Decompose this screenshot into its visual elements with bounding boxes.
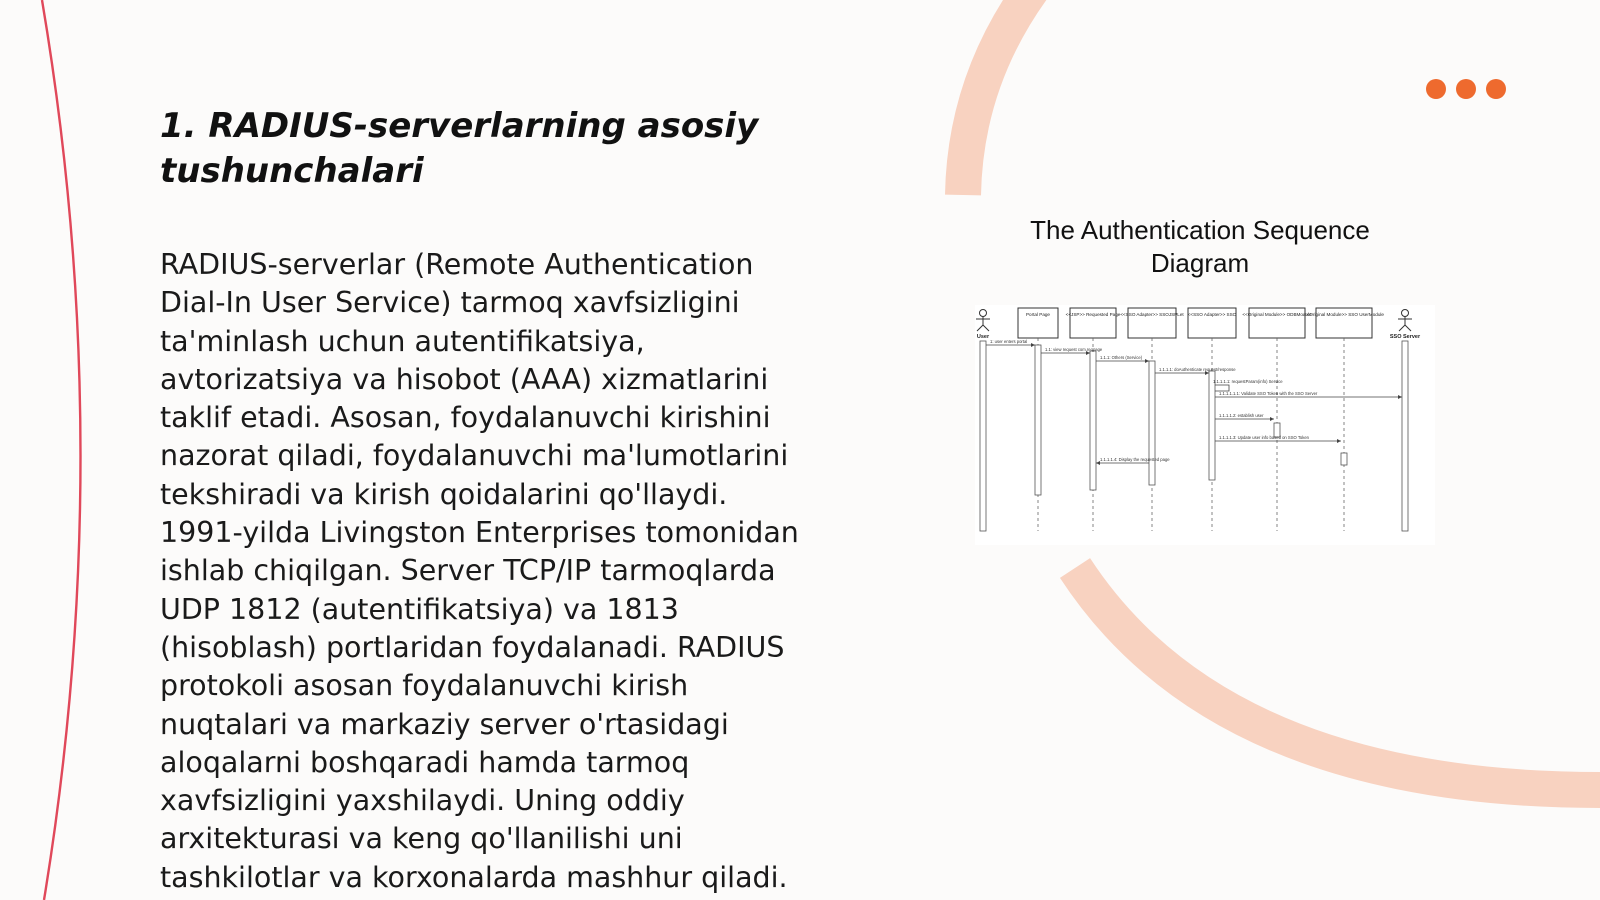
dot xyxy=(1426,79,1446,99)
participant-label: SSO Server xyxy=(1389,334,1421,340)
activation-bar xyxy=(1209,371,1215,480)
arrow-head xyxy=(1337,439,1341,443)
left-curve xyxy=(42,0,81,900)
participant-label: <<SSO Adapter>> SSO xyxy=(1187,312,1237,317)
message-label: 1.1: view request com.reqpage xyxy=(1045,347,1103,352)
arrow-head xyxy=(1031,343,1035,347)
stick-figure-icon xyxy=(980,310,987,317)
arrow-head xyxy=(1398,395,1402,399)
activation-bar xyxy=(1402,341,1408,531)
participant-label: User xyxy=(976,334,990,340)
dot xyxy=(1486,79,1506,99)
actor-leg xyxy=(977,325,983,331)
activation-bar xyxy=(980,341,986,531)
message-label: 1.1.1.1.2: establish user xyxy=(1219,413,1264,418)
actor-leg xyxy=(1405,325,1411,331)
message-label: 1.1.1.1.3: Update user info based on SSO Token xyxy=(1219,435,1310,440)
slide-title: 1. RADIUS-serverlarning asosiy tushunchalari xyxy=(160,106,759,191)
message-label: 1.1.1.1: doAuthenticate request/response xyxy=(1159,367,1236,372)
actor-leg xyxy=(1399,325,1405,331)
arc-top xyxy=(963,0,1035,195)
activation-bar xyxy=(1149,361,1155,485)
sequence-diagram-image xyxy=(975,305,1435,545)
activation-bar xyxy=(1035,345,1041,495)
diagram-title: The Authentication Sequence Diagram xyxy=(1030,215,1370,278)
arrow-head xyxy=(1145,359,1149,363)
arrow-head xyxy=(1270,417,1274,421)
slide-body-text: RADIUS-serverlar (Remote Authentication Dial-In User Service) tarmoq xavfsizligini ta'minlash uchun autentifikatsiya, avtorizatsiya va hisobot (AAA) xizmatlarini taklif etadi. Asosan, foydalanuvchi kirishini nazorat qiladi, foydalanuvchi ma'lumotlarini tekshiradi va kirish qoidalarini qo'llaydi. 1991-yilda Livingston Enterprises tomonidan ishlab chiqilgan. Server TCP/IP tarmoqlarda UDP 1812 (autentifikatsiya) va 1813 (hisoblash) portlaridan foydalanadi. RADIUS protokoli asosan foydalanuvchi kirish nuqtalari va markaziy server o'rtasidagi aloqalarni boshqaradi hamda tarmoq xavfsizligini yaxshilaydi. Uning oddiy arxitekturasi va keng qo'llanilishi uni tashkilotlar va korxonalarda mashhur qiladi. xyxy=(160,248,799,894)
message-label: 1.1.1.1.1: requestParam(info) Service xyxy=(1213,379,1283,384)
participant-label: <<Original Module>> ODBModule xyxy=(1242,312,1312,317)
dot xyxy=(1456,79,1476,99)
participant-label: <<Original Module>> SSO UserModule xyxy=(1304,312,1384,317)
stick-figure-icon xyxy=(1402,310,1409,317)
message-label: 1.1.1.1.4: Display the requested page xyxy=(1100,457,1170,462)
three-dots-icon xyxy=(1426,79,1506,99)
participant-label: <<SSO Adapter>> SSOJSPLet xyxy=(1120,312,1184,317)
arc-bottom xyxy=(1075,568,1600,790)
message-label: 1.1.1: Others (Service) xyxy=(1100,355,1143,360)
activation-bar xyxy=(1341,453,1347,465)
message-label: 1.1.1.1.1.1: Validate SSO Token with the SSO Server xyxy=(1219,391,1318,396)
message-label: 1: user enters portal xyxy=(990,339,1028,344)
sequence-diagram xyxy=(975,305,1435,545)
participant-label: Portal Page xyxy=(1025,312,1051,317)
actor-leg xyxy=(983,325,989,331)
activation-bar xyxy=(1090,351,1096,490)
participant-label: <<JSP>> Requested Page xyxy=(1065,312,1121,317)
